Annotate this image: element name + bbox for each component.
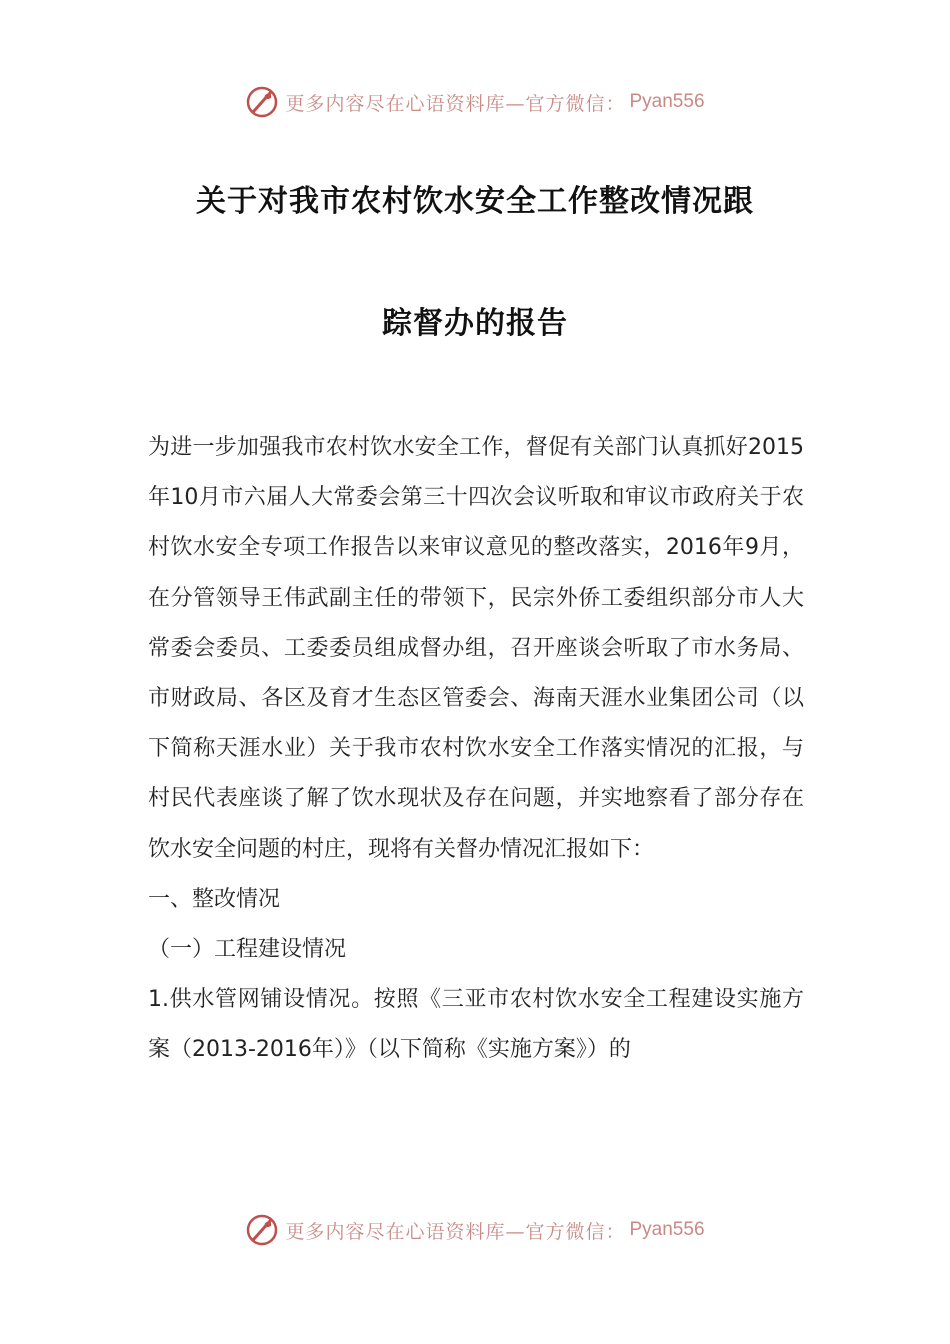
quill-pen-icon: [245, 1213, 279, 1247]
intro-paragraph: 为进一步加强我市农村饮水安全工作，督促有关部门认真抓好2015年10月市六届人大常委会第三十四次会议听取和审议市政府关于农村饮水安全专项工作报告以来审议意见的整改落实，2016年9月，在分管领导王伟武副主任的带领下，民宗外侨工委组织部分市人大常委会委员、工委委员组成督办组，召开座谈会听取了市水务局、市财政局、各区及育才生态区管委会、海南天涯水业集团公司（以下简称天涯水业）关于我市农村饮水安全工作落实情况的汇报，与村民代表座谈了解了饮水现状及存在问题，并实地察看了部分存在饮水安全问题的村庄，现将有关督办情况汇报如下：: [148, 435, 804, 862]
item-paragraph-1: 1.供水管网铺设情况。按照《三亚市农村饮水安全工程建设实施方案（2013-2016年）》（以下简称《实施方案》）的: [148, 987, 804, 1063]
watermark-id: Pyan556: [629, 1219, 705, 1240]
document-title-line-1: 关于对我市农村饮水安全工作整改情况跟: [196, 184, 754, 219]
section-heading-1: 一、整改情况: [148, 886, 281, 912]
subsection-heading-1: （一）工程建设情况: [148, 937, 347, 963]
watermark-text: 更多内容尽在心语资料库—官方微信：: [285, 1220, 626, 1243]
watermark-text: 更多内容尽在心语资料库—官方微信：: [285, 92, 626, 115]
quill-pen-icon: [245, 85, 279, 119]
document-title-line-2: 踪督办的报告: [382, 306, 568, 341]
watermark-bottom: [0, 1210, 950, 1250]
watermark-id: Pyan556: [629, 91, 705, 112]
watermark-top: [0, 82, 950, 122]
document-body: [148, 423, 804, 1076]
